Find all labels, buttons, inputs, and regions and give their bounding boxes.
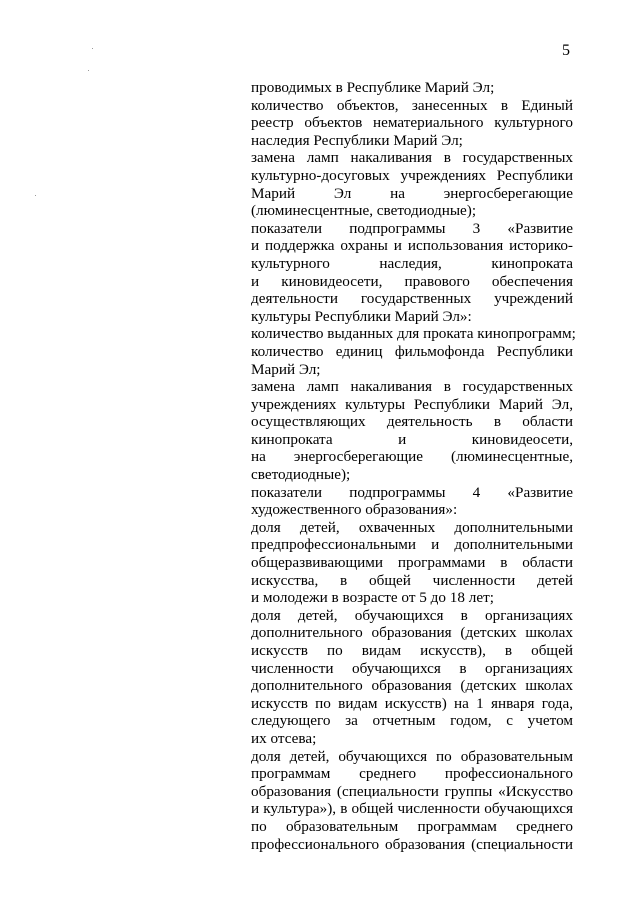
body-text <box>251 79 576 853</box>
scan-speck <box>88 70 89 71</box>
text-line: показатели подпрограммы 3 «Развитие <box>251 219 573 237</box>
page-number: 5 <box>562 42 570 59</box>
text-line: количество единиц фильмофонда Республики <box>251 342 573 360</box>
text-line: Марий Эл; <box>251 360 321 378</box>
text-line: культурно-досуговых учреждениях Республики <box>251 166 573 184</box>
text-line: проводимых в Республике Марий Эл; <box>251 79 495 96</box>
text-line: количество выданных для проката кинопрограмм; <box>251 325 576 343</box>
text-line: осуществляющих деятельность в области <box>251 413 573 431</box>
text-line: наследия Республики Марий Эл; <box>251 131 463 149</box>
text-line: по образовательным программам среднего <box>251 817 573 835</box>
text-line: программам среднего профессионального <box>251 765 573 783</box>
text-line: и киновидеосети, правового обеспечения <box>251 272 573 290</box>
text-line: доля детей, обучающихся по образовательным <box>251 747 573 765</box>
text-line: замена ламп накаливания в государственных <box>251 378 573 396</box>
text-line: предпрофессиональными и дополнительными <box>251 536 573 554</box>
text-line: следующего за отчетным годом, с учетом <box>251 712 573 730</box>
text-line: образования (специальности группы «Искусство <box>251 782 573 800</box>
text-line: деятельности государственных учреждений <box>251 290 573 308</box>
text-line: кинопроката и киновидеосети, <box>251 430 573 448</box>
text-line: и культура»), в общей численности обучающихся <box>251 800 573 818</box>
text-line: реестр объектов нематериального культурного <box>251 114 573 132</box>
text-line: общеразвивающими программами в области <box>251 554 573 572</box>
text-line: дополнительного образования (детских школах <box>251 677 573 695</box>
text-line: доля детей, обучающихся в организациях <box>251 606 573 624</box>
text-line: дополнительного образования (детских школах <box>251 624 573 642</box>
text-line: профессионального образования (специальности <box>251 835 573 853</box>
text-line: искусств по видам искусств), в общей <box>251 642 573 659</box>
text-line: учреждениях культуры Республики Марий Эл, <box>251 395 573 413</box>
text-line: на энергосберегающие (люминесцентные, <box>251 448 573 466</box>
text-line: показатели подпрограммы 4 «Развитие <box>251 483 573 501</box>
scan-speck <box>35 195 36 196</box>
text-line: (люминесцентные, светодиодные); <box>251 202 477 220</box>
text-line: и поддержка охраны и использования историко- <box>251 237 573 255</box>
text-line: и молодежи в возрасте от 5 до 18 лет; <box>251 589 494 607</box>
text-line: Марий Эл на энергосберегающие <box>251 184 573 202</box>
text-line: количество объектов, занесенных в Единый <box>251 96 573 114</box>
text-line: культуры Республики Марий Эл»: <box>251 307 472 325</box>
text-line: художественного образования»: <box>251 501 458 519</box>
text-line: светодиодные); <box>251 466 351 484</box>
text-line: численности обучающихся в организациях <box>251 659 573 677</box>
text-line: доля детей, охваченных дополнительными <box>251 518 573 536</box>
text-line: искусства, в общей численности детей <box>251 571 573 589</box>
text-line: культурного наследия, кинопроката <box>251 254 573 272</box>
scan-speck <box>92 48 93 49</box>
text-line: искусств по видам искусств) на 1 января года, <box>251 694 573 712</box>
text-line: их отсева; <box>251 729 317 747</box>
text-line: замена ламп накаливания в государственных <box>251 149 573 167</box>
